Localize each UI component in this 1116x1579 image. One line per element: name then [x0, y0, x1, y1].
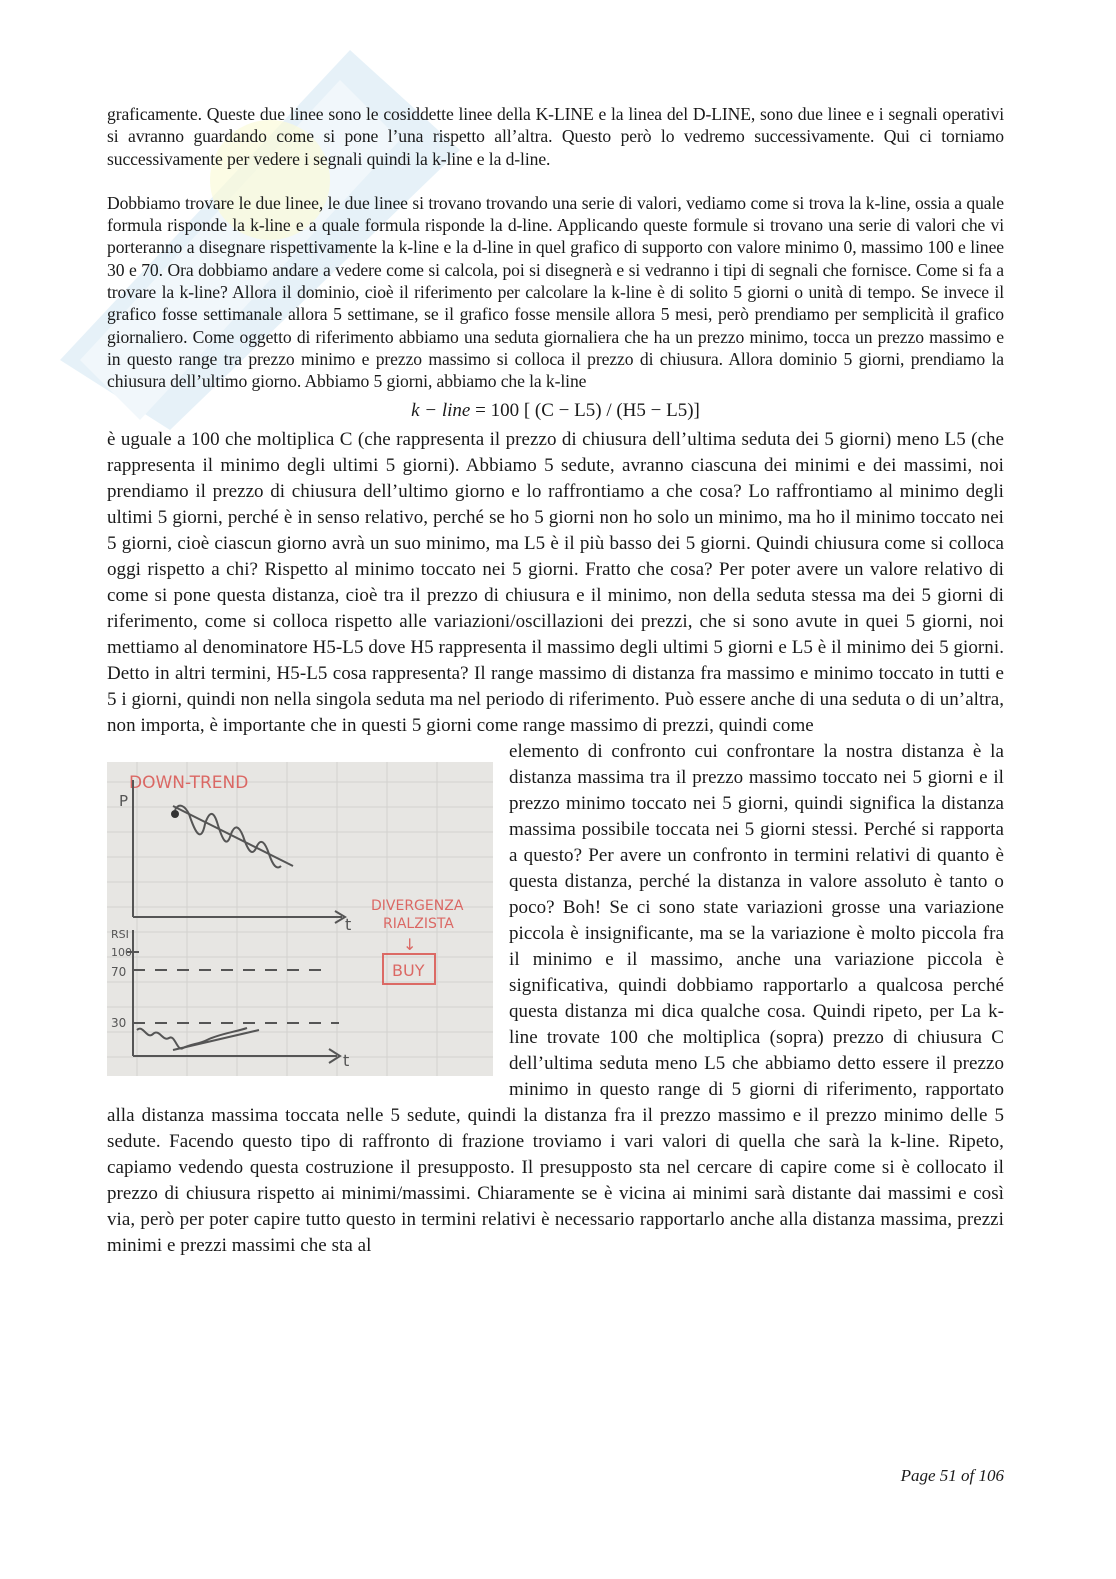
time-axis-bottom-label: t: [343, 1050, 350, 1070]
price-peak-dot: [171, 810, 179, 818]
divergence-label-1: DIVERGENZA: [371, 897, 464, 914]
rsi-uptrend-line: [173, 1030, 259, 1050]
level-100-label: 100: [111, 945, 132, 959]
buy-signal-label: BUY: [392, 960, 425, 980]
price-axis-label: P: [119, 791, 129, 810]
down-arrow-icon: ↓: [403, 934, 417, 954]
formula-lhs: k − line: [411, 399, 471, 421]
sketch-title: DOWN-TREND: [129, 772, 249, 793]
level-30-label: 30: [111, 1015, 127, 1030]
formula-rhs: = 100 [ (C − L5) / (H5 − L5)]: [475, 399, 700, 421]
divergence-label-2: RIALZISTA: [383, 915, 454, 932]
paragraph-3: è uguale a 100 che moltiplica C (che rappresenta il prezzo di chiusura dell’ultima seduta dei 5 giorni) meno L5 (che rappresenta il minimo degli ultimi 5 giorni). Abbiamo 5 sedute, avranno ciascuna dei minimi e dei massimi, noi prendiamo il prezzo di chiusura dell’ultimo giorno e lo raffrontiamo a che cosa? Lo raffrontiamo al minimo degli ultimi 5 giorni, perché è in senso relativo, perché se ho 5 giorni non ho solo un minimo, ma ho il minimo toccato nei 5 giorni, cioè ciascun giorno avrà un suo minimo, ma L5 è il più basso dei 5 giorni. Quindi chiusura come si colloca oggi rispetto a chi? Rispetto al minimo toccato nei 5 giorni. Fratto che cosa? Per poter avere un valore relativo di come si pone questa distanza, cioè tra il prezzo di chiusura e il minimo, non della seduta stessa ma dei 5 giorni di riferimento, come si colloca rispetto alle variazioni/oscillazioni dei prezzi, che si sono avute in quei 5 giorni, noi mettiamo al denominatore H5-L5 dove H5 rappresenta il massimo degli ultimi 5 giorni e L5 è il minimo dei 5 giorni. Detto in altri termini, H5-L5 cosa rappresenta? Il range massimo di distanza fra massimo e minimo toccato in tutti e 5 i giorni, quindi non nella singola seduta ma nel periodo di riferimento. Può essere anche di una seduta o di un’altra, non importa, è importante che in questi 5 giorni come range massimo di prezzi, quindi come: [107, 428, 1004, 736]
k-line-formula: [107, 396, 1004, 426]
rsi-label: RSI: [111, 927, 129, 941]
rsi-divergence-sketch: [107, 762, 493, 1076]
page-number: Page 51 of 106: [900, 1466, 1004, 1485]
paragraph-2: Dobbiamo trovare le due linee, le due linee si trovano trovando una serie di valori, vediamo come si trova la k-line, ossia a quale formula risponde la k-line e a quale formula risponde la d-line. Applicando queste formule si trovano una serie di valori che vi porteranno a disegnare rispettivamente la k-line e la d-line in quel grafico di supporto con valore minimo 0, massimo 100 e linee 30 e 70. Ora dobbiamo andare a vedere come si calcola, poi si disegnerà e si vedranno i tipi di segnali che fornisce. Come si fa a trovare la k-line? Allora il dominio, cioè il riferimento per calcolare la k-line è di solito 5 giorni o unità di tempo. Se invece il grafico fosse settimanale allora 5 settimane, se il grafico fosse mensile allora 5 mesi, però prendiamo per semplicità il grafico giornaliero. Come oggetto di riferimento abbiamo una seduta giornaliera che ha un prezzo minimo, tocca un prezzo massimo e in questo range tra prezzo minimo e prezzo massimo si colloca il prezzo di chiusura. Allora dominio 5 giorni, prendiamo la chiusura dell’ultimo giorno. Abbiamo 5 giorni, abbiamo che la k-line: [107, 192, 1004, 392]
document-page: [107, 103, 1004, 1259]
paragraph-4: elemento di confronto cui confrontare la nostra distanza è la distanza massima tra il prezzo massimo toccato nei 5 giorni e il prezzo minimo toccato nei 5 giorni, quindi significa la distanza massima possibile toccata nei 5 giorni stessi. Perché si rapporta a questo? Per avere un confronto in termini relativi di quanto è questa distanza, perché la distanza in valore assoluto è tanto o poco? Boh! Se ci sono state variazioni grosse una variazione piccola è insignificante, ma se la variazione è molto piccola fra il minimo e il massimo, anche una variazione piccola è significativa, quindi dobbiamo rapportarlo a qualcosa perché questa distanza mi dica qualche cosa. Quindi ripeto, per La k-line trovate 100 che moltiplica (sopra) prezzo di chiusura C dell’ultima seduta meno L5 che abbiamo detto essere il prezzo minimo in questo range di 5 giorni di riferimento, rapportato alla distanza massima toccata nelle 5 sedute, quindi la distanza fra il prezzo massimo e il prezzo minimo delle 5 sedute. Facendo questo tipo di raffronto di frazione troviamo i vari valori di quella che sarà la k-line. Ripeto, capiamo vedendo questa costruzione il presupposto. Il presupposto sta nel cercare di capire come si è collocato il prezzo di chiusura rispetto ai minimi/massimi. Chiaramente se è vicina ai minimi sarà distante dai massimi e così via, però per poter capire tutto questo in termini relativi è necessario rapportarlo anche alla distanza massima, prezzi minimi e prezzi massimi che sta al: [107, 740, 1004, 1256]
paragraph-1: graficamente. Queste due linee sono le cosiddette linee della K-LINE e la linea del D-LINE, sono due linee e i segnali operativi si avranno guardando come si pone l’una rispetto all’altra. Questo però lo vedremo successivamente. Qui ci torniamo successivamente per vedere i segnali quindi la k-line e la d-line.: [107, 104, 1004, 169]
time-axis-top-label: t: [345, 914, 352, 934]
level-70-label: 70: [111, 964, 127, 979]
